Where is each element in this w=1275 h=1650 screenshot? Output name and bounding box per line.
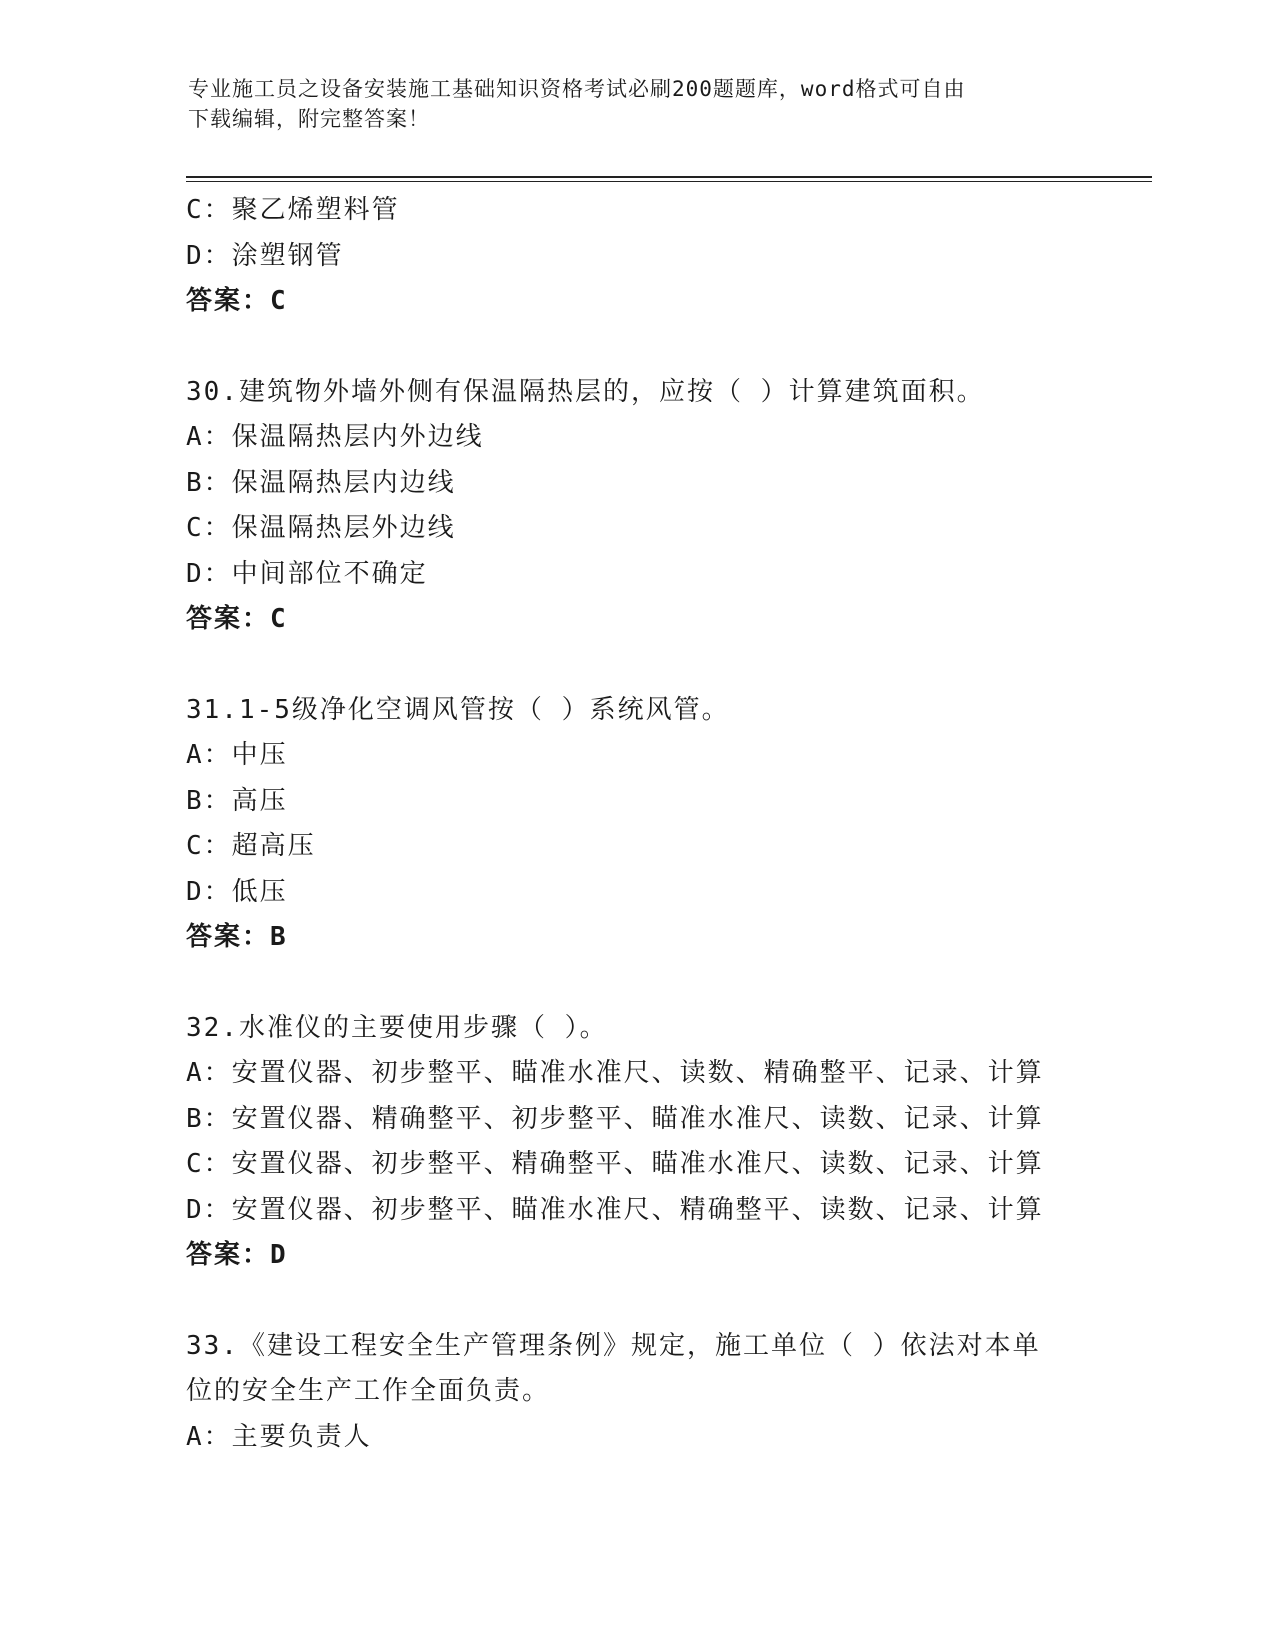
option-c: C：聚乙烯塑料管 — [186, 195, 400, 225]
option-a: A：中压 — [186, 740, 288, 770]
question-block-carryover — [186, 188, 1146, 325]
header-rule-thin — [186, 181, 1152, 182]
header-line-1: 专业施工员之设备安装施工基础知识资格考试必刷200题题库，word格式可自由 — [188, 77, 966, 101]
option-d: D：安置仪器、初步整平、瞄准水准尺、精确整平、读数、记录、计算 — [186, 1194, 1044, 1225]
question-text: 31.1-5级净化空调风管按（ ）系统风管。 — [186, 694, 730, 725]
question-block-31 — [186, 688, 1146, 961]
option-c: C：安置仪器、初步整平、精确整平、瞄准水准尺、读数、记录、计算 — [186, 1149, 1044, 1179]
option-b: B：高压 — [186, 785, 288, 816]
option-c: C：超高压 — [186, 831, 316, 861]
question-text-line-1: 33.《建设工程安全生产管理条例》规定，施工单位（ ）依法对本单 — [186, 1330, 1041, 1361]
option-d: D：中间部位不确定 — [186, 558, 428, 589]
spacer — [186, 1279, 1146, 1324]
option-d: D：低压 — [186, 876, 288, 907]
question-text-line-2: 位的安全生产工作全面负责。 — [186, 1376, 551, 1406]
option-a: A：主要负责人 — [186, 1421, 372, 1452]
question-list — [186, 188, 1146, 1460]
question-text: 32.水准仪的主要使用步骤（ ）。 — [186, 1012, 608, 1043]
answer: 答案：C — [186, 286, 288, 316]
header-rule-thick — [186, 176, 1152, 178]
option-b: B：安置仪器、精确整平、初步整平、瞄准水准尺、读数、记录、计算 — [186, 1103, 1044, 1134]
spacer — [186, 961, 1146, 1006]
question-block-30 — [186, 370, 1146, 643]
answer: 答案：B — [186, 922, 288, 952]
question-block-33 — [186, 1324, 1146, 1461]
answer: 答案：C — [186, 604, 288, 634]
question-block-32 — [186, 1006, 1146, 1279]
answer: 答案：D — [186, 1240, 288, 1270]
header-line-2: 下载编辑，附完整答案！ — [188, 107, 430, 131]
spacer — [186, 325, 1146, 370]
option-a: A：保温隔热层内外边线 — [186, 422, 484, 452]
option-a: A：安置仪器、初步整平、瞄准水准尺、读数、精确整平、记录、计算 — [186, 1058, 1044, 1088]
question-text: 30.建筑物外墙外侧有保温隔热层的，应按（ ）计算建筑面积。 — [186, 376, 985, 407]
option-c: C：保温隔热层外边线 — [186, 513, 456, 543]
document-header — [188, 74, 1068, 134]
option-d: D：涂塑钢管 — [186, 240, 344, 271]
option-b: B：保温隔热层内边线 — [186, 467, 456, 498]
spacer — [186, 643, 1146, 688]
